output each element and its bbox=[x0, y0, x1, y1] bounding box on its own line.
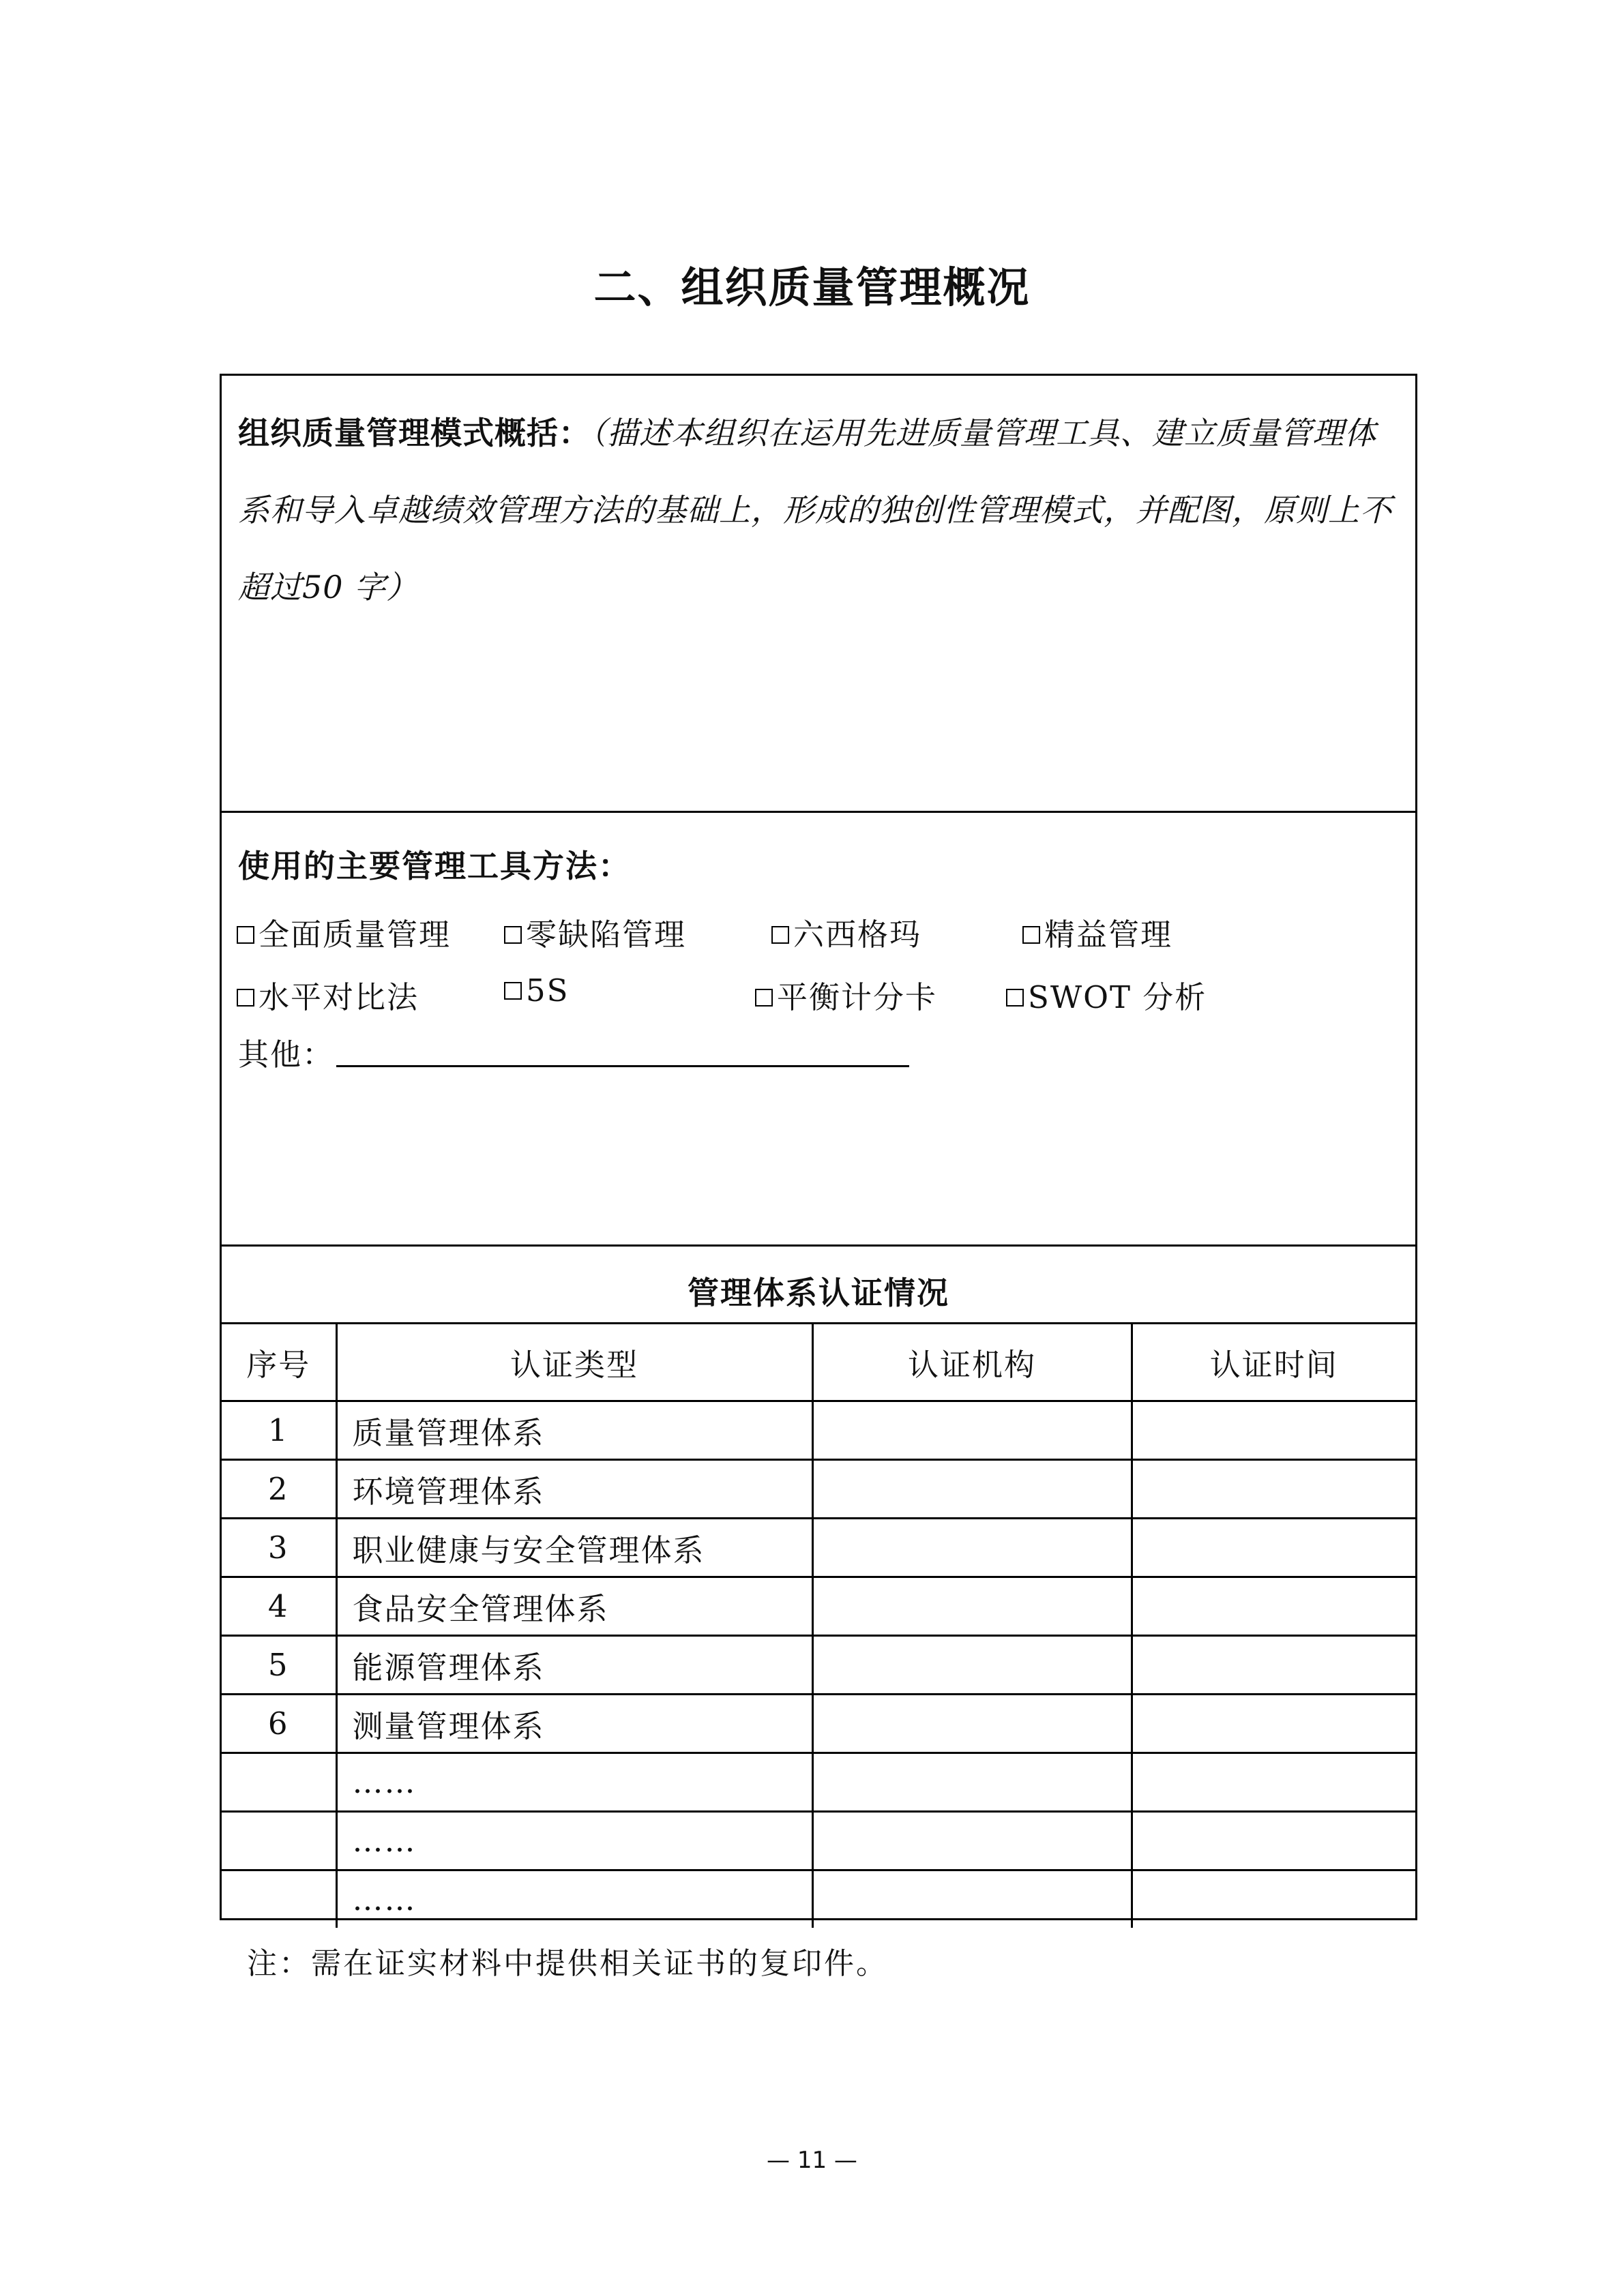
row-cert-type: 质量管理体系 bbox=[336, 1401, 812, 1460]
row-cert-type: 食品安全管理体系 bbox=[336, 1577, 812, 1636]
row-number: 6 bbox=[222, 1695, 336, 1753]
row-cert-time[interactable] bbox=[1132, 1636, 1415, 1695]
option-lean[interactable] bbox=[1022, 910, 1172, 954]
row-cert-org[interactable] bbox=[812, 1577, 1132, 1636]
row-cert-time[interactable] bbox=[1132, 1753, 1415, 1812]
row-cert-time[interactable] bbox=[1132, 1577, 1415, 1636]
option-label: 精益管理 bbox=[1044, 916, 1173, 953]
row-cert-org[interactable] bbox=[812, 1401, 1132, 1460]
option-tqm[interactable] bbox=[237, 910, 451, 954]
row-number: 2 bbox=[222, 1460, 336, 1519]
checkbox-icon[interactable] bbox=[237, 926, 254, 944]
row-cert-type: …… bbox=[336, 1870, 812, 1928]
option-six-sigma[interactable] bbox=[771, 910, 921, 954]
mode-summary-field[interactable] bbox=[238, 395, 1404, 626]
row-cert-time[interactable] bbox=[1132, 1519, 1415, 1577]
option-benchmarking[interactable] bbox=[237, 972, 419, 1017]
row-cert-time[interactable] bbox=[1132, 1401, 1415, 1460]
table-row bbox=[222, 1460, 1415, 1519]
row-cert-org[interactable] bbox=[812, 1753, 1132, 1812]
mode-summary-instructions: （描述本组织在运用先进质量管理工具、建立质量管理体系和导入卓越绩效管理方法的基础上，形成的独创性管理模式，并配图，原则上不超过50 字） bbox=[238, 415, 1392, 606]
option-swot[interactable] bbox=[1006, 972, 1207, 1017]
certification-header-row bbox=[222, 1247, 1415, 1324]
table-row bbox=[222, 1753, 1415, 1812]
option-label: 水平对比法 bbox=[259, 979, 419, 1015]
row-cert-type: 环境管理体系 bbox=[336, 1460, 812, 1519]
row-number bbox=[222, 1812, 336, 1870]
row-cert-type: …… bbox=[336, 1753, 812, 1812]
row-cert-type: 测量管理体系 bbox=[336, 1695, 812, 1753]
row-cert-org[interactable] bbox=[812, 1695, 1132, 1753]
table-row bbox=[222, 1401, 1415, 1460]
row-cert-org[interactable] bbox=[812, 1460, 1132, 1519]
checkbox-icon[interactable] bbox=[237, 989, 254, 1007]
row-number: 1 bbox=[222, 1401, 336, 1460]
table-header-row bbox=[222, 1324, 1415, 1401]
row-number bbox=[222, 1753, 336, 1812]
option-balanced-scorecard[interactable] bbox=[755, 972, 937, 1017]
option-label: 全面质量管理 bbox=[259, 916, 452, 953]
option-label: 零缺陷管理 bbox=[526, 916, 687, 953]
footnote: 注：需在证实材料中提供相关证书的复印件。 bbox=[247, 1946, 888, 1981]
page-title: 二、组织质量管理概况 bbox=[593, 263, 1031, 312]
row-cert-org[interactable] bbox=[812, 1812, 1132, 1870]
checkbox-icon[interactable] bbox=[504, 926, 522, 944]
row-number: 4 bbox=[222, 1577, 336, 1636]
table-row bbox=[222, 1636, 1415, 1695]
option-label: 六西格玛 bbox=[793, 916, 922, 953]
certification-heading: 管理体系认证情况 bbox=[688, 1274, 949, 1311]
checkbox-icon[interactable] bbox=[755, 989, 773, 1007]
row-cert-time[interactable] bbox=[1132, 1812, 1415, 1870]
page-number: — 11 — bbox=[767, 2147, 857, 2174]
col-header-org: 认证机构 bbox=[812, 1324, 1132, 1401]
checkbox-icon[interactable] bbox=[1022, 926, 1040, 944]
checkbox-icon[interactable] bbox=[1006, 989, 1024, 1007]
option-label: SWOT 分析 bbox=[1028, 979, 1207, 1015]
certification-table bbox=[222, 1324, 1415, 1928]
col-header-time: 认证时间 bbox=[1132, 1324, 1415, 1401]
col-header-no: 序号 bbox=[222, 1324, 336, 1401]
row-cert-type: 能源管理体系 bbox=[336, 1636, 812, 1695]
mode-summary-label: 组织质量管理模式概括： bbox=[238, 415, 591, 451]
row-cert-org[interactable] bbox=[812, 1870, 1132, 1928]
row-cert-time[interactable] bbox=[1132, 1460, 1415, 1519]
option-label: 5S bbox=[526, 972, 570, 1009]
row-cert-type: …… bbox=[336, 1812, 812, 1870]
table-row bbox=[222, 1870, 1415, 1928]
col-header-type: 认证类型 bbox=[336, 1324, 812, 1401]
other-input-line[interactable] bbox=[336, 1065, 909, 1067]
other-label: 其他： bbox=[238, 1037, 335, 1073]
form-frame bbox=[220, 374, 1417, 1920]
row-cert-type: 职业健康与安全管理体系 bbox=[336, 1519, 812, 1577]
mode-summary-section bbox=[222, 376, 1415, 813]
table-row bbox=[222, 1577, 1415, 1636]
option-label: 平衡计分卡 bbox=[777, 979, 938, 1015]
row-cert-time[interactable] bbox=[1132, 1695, 1415, 1753]
option-5s[interactable] bbox=[504, 972, 569, 1009]
row-number: 5 bbox=[222, 1636, 336, 1695]
row-cert-time[interactable] bbox=[1132, 1870, 1415, 1928]
row-cert-org[interactable] bbox=[812, 1519, 1132, 1577]
tools-section bbox=[222, 813, 1415, 1247]
row-number bbox=[222, 1870, 336, 1928]
row-number: 3 bbox=[222, 1519, 336, 1577]
row-cert-org[interactable] bbox=[812, 1636, 1132, 1695]
table-row bbox=[222, 1695, 1415, 1753]
checkbox-icon[interactable] bbox=[771, 926, 789, 944]
table-row bbox=[222, 1812, 1415, 1870]
table-row bbox=[222, 1519, 1415, 1577]
option-zero-defect[interactable] bbox=[504, 910, 686, 954]
tools-heading: 使用的主要管理工具方法： bbox=[238, 848, 631, 884]
checkbox-icon[interactable] bbox=[504, 982, 522, 1000]
